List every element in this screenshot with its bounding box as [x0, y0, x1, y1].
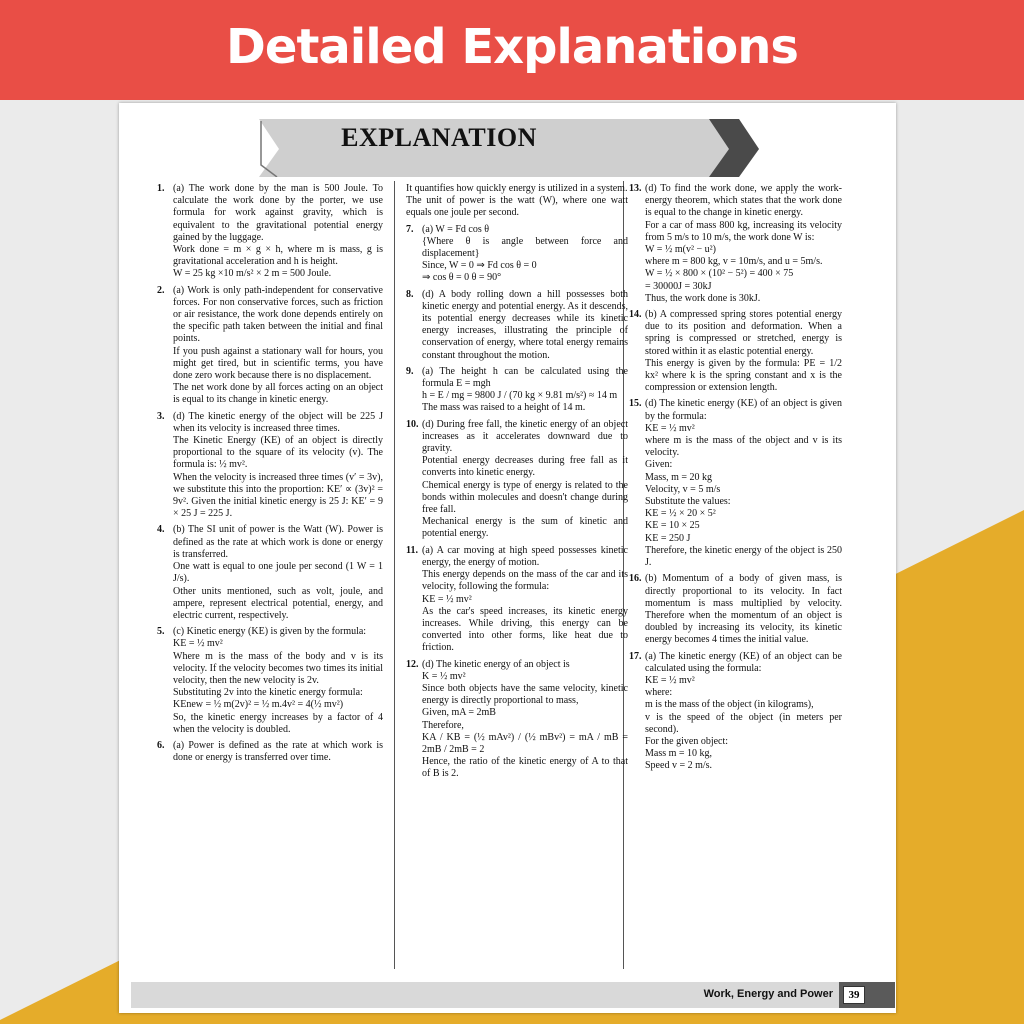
explanation-line: Other units mentioned, such as volt, joule, and ampere, represent electrical potential, energy, and electric current, respectively.	[173, 585, 383, 621]
explanation-line: Thus, the work done is 30kJ.	[645, 292, 761, 304]
explanation-line: The Kinetic Energy (KE) of an object is directly proportional to the square of its velocity (v). The formula is: ½ mv².	[173, 435, 383, 471]
explanation-item	[406, 545, 628, 655]
continued-text	[406, 183, 628, 220]
explanation-line: (d) A body rolling down a hill possesses both kinetic energy and potential energy. As it descends, its potential energy decreases while its kinetic energy increases, illustrating the principle of conservation of energy, where total energy remains constant throughout the motion.	[422, 288, 628, 361]
question-number: 17.	[629, 650, 642, 662]
explanation-line: where:	[645, 687, 673, 699]
question-number: 6.	[157, 739, 165, 751]
explanation-line: {Where θ is angle between force and displacement}	[422, 235, 628, 260]
explanation-item	[629, 183, 842, 305]
explanation-item	[406, 224, 628, 285]
explanation-line: Velocity, v = 5 m/s	[645, 483, 721, 495]
explanation-line: K = ½ mv²	[422, 670, 466, 682]
question-number: 4.	[157, 524, 165, 536]
question-number: 3.	[157, 410, 165, 422]
explanation-column-1	[157, 183, 383, 963]
explanation-line: (c) Kinetic energy (KE) is given by the formula:	[173, 626, 367, 638]
page-footer	[131, 982, 895, 1008]
explanation-line: One watt is equal to one joule per second (1 W = 1 J/s).	[173, 561, 383, 585]
section-title: EXPLANATION	[341, 123, 537, 152]
explanation-line: (a) W = Fd cos θ	[422, 223, 489, 235]
explanation-line: = 30000J = 30kJ	[645, 280, 712, 292]
explanation-line: KE = 10 × 25	[645, 520, 700, 532]
explanation-line: Substitute the values:	[645, 496, 731, 508]
explanation-item	[157, 524, 383, 622]
explanation-line: where m is the mass of the object and v is its velocity.	[645, 435, 842, 459]
page-number: 39	[843, 986, 865, 1004]
explanation-line: It quantifies how quickly energy is utilized in a system.	[406, 183, 628, 194]
explanation-item	[629, 651, 842, 773]
explanation-line: h = E / mg = 9800 J / (70 kg × 9.81 m/s²) ≈ 14 m	[422, 390, 618, 402]
explanation-line: Given:	[645, 459, 673, 471]
explanation-line: KE = ½ mv²	[645, 674, 695, 686]
explanation-line: This energy depends on the mass of the car and its velocity, following the formula:	[422, 569, 628, 593]
explanation-line: (b) Momentum of a body of given mass, is directly proportional to its velocity. In fact momentum is mass multiplied by velocity. Therefore when the momentum of an object is doubled by increasing its velocity, its kinetic energy becomes 4 times the initial value.	[645, 573, 842, 646]
explanation-line: (b) A compressed spring stores potential energy due to its position and deformation. When a spring is compressed or stretched, energy is stored within it as elastic potential energy.	[645, 309, 842, 357]
question-number: 12.	[406, 658, 419, 670]
explanation-line: (d) To find the work done, we apply the work-energy theorem, which states that the work done is equal to the change in kinetic energy.	[645, 183, 842, 219]
explanation-line: ⇒ cos θ = 0 θ = 90°	[422, 272, 502, 284]
question-number: 2.	[157, 284, 165, 296]
explanation-line: KE = ½ mv²	[173, 638, 223, 650]
explanation-line: For a car of mass 800 kg, increasing its velocity from 5 m/s to 10 m/s, the work done W is:	[645, 219, 842, 243]
explanation-line: Where m is the mass of the body and v is its velocity. If the velocity becomes two times its initial velocity, then the new velocity is 2v.	[173, 650, 383, 686]
explanation-line: KA / KB = (½ mAv²) / (½ mBv²) = mA / mB = 2mB / 2mB = 2	[422, 731, 628, 755]
explanation-line: When the velocity is increased three times (v′ = 3v), we substitute this into the proportion: KE′ ∝ (3v)² = 9v². Given the initial kinetic energy is 25 J: KE′ = 9 × 25 J = 225 J.	[173, 471, 383, 520]
question-number: 11.	[406, 544, 418, 556]
question-number: 16.	[629, 573, 642, 585]
question-number: 10.	[406, 418, 419, 430]
explanation-line: KE = ½ × 20 × 5²	[645, 508, 716, 520]
explanation-item	[629, 398, 842, 569]
banner	[0, 0, 1024, 100]
question-number: 5.	[157, 626, 165, 638]
explanation-line: (d) The kinetic energy (KE) of an object is given by the formula:	[645, 398, 842, 422]
explanation-line: If you push against a stationary wall for hours, you might get tired, but in scientific terms, you have done zero work because there is no displacement.	[173, 345, 383, 382]
explanation-line: So, the kinetic energy increases by a factor of 4 when the velocity is doubled.	[173, 711, 383, 735]
book-page	[119, 103, 896, 1013]
explanation-line: (a) A car moving at high speed possesses kinetic energy, the energy of motion.	[422, 544, 628, 568]
explanation-line: The unit of power is the watt (W), where one watt equals one joule per second.	[406, 195, 628, 219]
question-number: 7.	[406, 223, 414, 235]
explanation-line: v is the speed of the object (in meters per second).	[645, 711, 842, 735]
explanation-line: Therefore, the kinetic energy of the object is 250 J.	[645, 544, 842, 569]
question-number: 1.	[157, 183, 165, 194]
explanation-line: Hence, the ratio of the kinetic energy of A to that of B is 2.	[422, 756, 628, 780]
explanation-item	[157, 740, 383, 764]
explanation-column-3	[629, 183, 842, 963]
explanation-line: (d) The kinetic energy of the object will be 225 J when its velocity is increased three times.	[173, 410, 383, 434]
explanation-line: (a) Work is only path-independent for conservative forces. For non conservative forces, such as friction or air resistance, the work done depends entirely on the specific path taken between the initial and final points.	[173, 284, 383, 345]
explanation-line: KE = ½ mv²	[422, 593, 472, 605]
explanation-line: As the car's speed increases, its kinetic energy increases. While driving, this energy can be converted into other forms, like heat due to friction.	[422, 605, 628, 654]
explanation-item	[406, 289, 628, 362]
explanation-item	[406, 366, 628, 415]
explanation-line: (a) The kinetic energy (KE) of an object can be calculated using the formula:	[645, 650, 842, 674]
explanation-line: (d) During free fall, the kinetic energy of an object increases as it accelerates downward due to gravity.	[422, 418, 628, 455]
explanation-line: KE = 250 J	[645, 532, 691, 544]
chapter-title: Work, Energy and Power	[703, 988, 833, 1000]
explanation-line: Work done = m × g × h, where m is mass, g is gravitational acceleration and h is height.	[173, 244, 383, 268]
explanation-line: Potential energy decreases during free fall as it converts into kinetic energy.	[422, 455, 628, 479]
explanation-line: Since, W = 0 ⇒ Fd cos θ = 0	[422, 260, 537, 272]
explanation-line: m is the mass of the object (in kilograms),	[645, 699, 814, 711]
question-number: 8.	[406, 288, 414, 300]
explanation-item	[406, 659, 628, 781]
question-number: 13.	[629, 183, 642, 194]
explanation-line: Given, mA = 2mB	[422, 707, 496, 719]
question-number: 9.	[406, 365, 414, 377]
explanation-line: (a) Power is defined as the rate at which work is done or energy is transferred over time.	[173, 739, 383, 764]
explanation-item	[406, 419, 628, 541]
explanation-line: KE = ½ mv²	[645, 422, 695, 434]
explanation-line: W = 25 kg ×10 m/s² × 2 m = 500 Joule.	[173, 268, 332, 280]
explanation-line: Mass, m = 20 kg	[645, 471, 713, 483]
explanation-item	[157, 411, 383, 521]
explanation-line: KEnew = ½ m(2v)² = ½ m.4v² = 4(½ mv²)	[173, 699, 344, 711]
explanation-line: Mechanical energy is the sum of kinetic and potential energy.	[422, 516, 628, 540]
explanation-line: This energy is given by the formula: PE = 1/2 kx² where k is the spring constant and x is the compression or extension length.	[645, 357, 842, 394]
explanation-line: W = ½ × 800 × (10² − 5²) = 400 × 75	[645, 268, 794, 280]
question-number: 14.	[629, 309, 642, 321]
explanation-line: (d) The kinetic energy of an object is	[422, 658, 570, 670]
explanation-item	[157, 626, 383, 736]
explanation-line: The net work done by all forces acting on an object is equal to its change in kinetic energy.	[173, 382, 383, 406]
explanation-line: Since both objects have the same velocity, kinetic energy is directly proportional to mass,	[422, 682, 628, 707]
column-divider	[394, 181, 395, 969]
explanation-line: (a) The work done by the man is 500 Joule. To calculate the work done by the porter, we use formula for work against gravity, which is equivalent to the gravitational potential energy gained by the luggage.	[173, 183, 383, 243]
explanation-column-2	[406, 183, 628, 963]
explanation-item	[629, 309, 842, 394]
question-number: 15.	[629, 398, 642, 410]
explanation-line: Substituting 2v into the kinetic energy formula:	[173, 687, 363, 699]
explanation-line: (a) The height h can be calculated using the formula E = mgh	[422, 365, 628, 390]
explanation-line: Mass m = 10 kg,	[645, 748, 713, 760]
explanation-line: W = ½ m(v² − u²)	[645, 244, 716, 256]
explanation-line: For the given object:	[645, 735, 729, 747]
explanation-line: (b) The SI unit of power is the Watt (W). Power is defined as the rate at which work is done or energy is transferred.	[173, 524, 383, 560]
explanation-line: The mass was raised to a height of 14 m.	[422, 402, 586, 414]
explanation-line: where m = 800 kg, v = 10m/s, and u = 5m/s.	[645, 256, 823, 268]
explanation-item	[157, 183, 383, 281]
explanation-line: Speed v = 2 m/s.	[645, 760, 713, 772]
explanation-item	[629, 573, 842, 646]
explanation-line: Chemical energy is type of energy is related to the bonds within molecules and doesn't change during free fall.	[422, 479, 628, 516]
banner-title: Detailed Explanations	[226, 19, 798, 75]
explanation-item	[157, 285, 383, 407]
explanation-line: Therefore,	[422, 719, 464, 731]
